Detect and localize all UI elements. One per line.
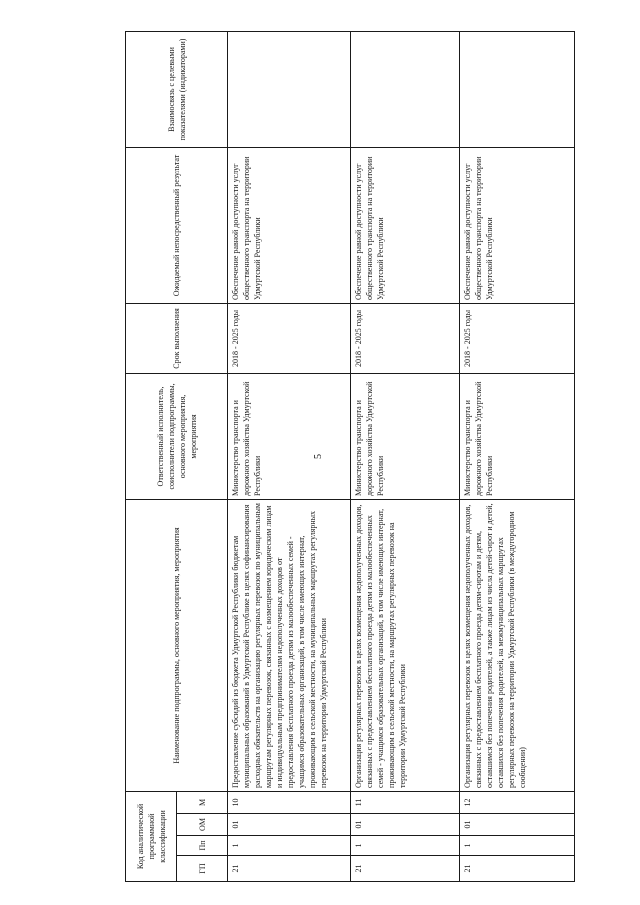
header-term: Срок выполнения xyxy=(126,303,228,373)
program-measures-table xyxy=(125,31,575,882)
cell-gp: 21 xyxy=(460,856,575,882)
cell-relation xyxy=(351,31,460,147)
cell-responsible: Министерство транспорта и дорожного хозяйства Удмуртской Республики xyxy=(228,373,351,499)
cell-result: Обеспечение равной доступности услуг общественного транспорта на территории Удмуртской Республики xyxy=(351,147,460,303)
table-header xyxy=(126,31,228,881)
header-code-gp: ГП xyxy=(177,856,228,882)
cell-term: 2018 - 2025 годы xyxy=(460,303,575,373)
cell-relation xyxy=(228,31,351,147)
header-result: Ожидаемый непосредственный результат xyxy=(126,147,228,303)
cell-pp: 1 xyxy=(351,836,460,856)
cell-m: 11 xyxy=(351,791,460,813)
cell-term: 2018 - 2025 годы xyxy=(351,303,460,373)
table-row xyxy=(228,31,351,881)
cell-responsible: Министерство транспорта и дорожного хозяйства Удмуртской Республики xyxy=(351,373,460,499)
header-code-om: ОМ xyxy=(177,814,228,836)
table-row xyxy=(460,31,575,881)
cell-name: Организация регулярных перевозок в целях возмещения недополученных доходов, связанных с предоставлением бесплатного проезда детям из малообеспеченных семей - учащимся образовательных организаций, в том числе имеющих интернат, проживающим в сельской местности, на маршрутах регулярных перевозок на территории Удмуртской Республики xyxy=(351,499,460,791)
header-responsible: Ответственный исполнитель, соисполнители подпрограммы, основного мероприятия, мероприятия xyxy=(126,373,228,499)
header-code-pp: Пп xyxy=(177,836,228,856)
cell-om: 01 xyxy=(351,814,460,836)
cell-pp: 1 xyxy=(228,836,351,856)
header-name: Наименование подпрограммы, основного мероприятия, мероприятия xyxy=(126,499,228,791)
cell-name: Предоставление субсидий из бюджета Удмуртской Республики бюджетам муниципальных образований в Удмуртской Республике в целях софинансирования расходных обязательств на организацию регулярных перевозок по муниципальным маршрутам регулярных перевозок, связанных с возмещением юридическим лицам и индивидуальным предпринимателям недополученных доходов от предоставления бесплатного проезда детям из малообеспеченных семей - учащимся образовательных организаций, в том числе имеющих интернат, проживающим в сельской местности, на муниципальных маршрутах регулярных перевозок на территории Удмуртской Республики xyxy=(228,499,351,791)
cell-om: 01 xyxy=(460,814,575,836)
header-relation: Взаимосвязь с целевыми показателями (индикаторами) xyxy=(126,31,228,147)
header-code-group: Код аналитической программной классификации xyxy=(126,791,177,881)
cell-gp: 21 xyxy=(228,856,351,882)
cell-om: 01 xyxy=(228,814,351,836)
cell-m: 10 xyxy=(228,791,351,813)
cell-pp: 1 xyxy=(460,836,575,856)
cell-name: Организация регулярных перевозок в целях возмещения недополученных доходов, связанных с предоставлением бесплатного проезда детям-сиротам и детям, оставшимся без попечения родителей, а также лицам из числа детей-сирот и детей, оставшихся без попечения родителей, на межмуниципальных маршрутах регулярных перевозок на территории Удмуртской Республики (в междугородном сообщении) xyxy=(460,499,575,791)
cell-result: Обеспечение равной доступности услуг общественного транспорта на территории Удмуртской Республики xyxy=(228,147,351,303)
table-row xyxy=(351,31,460,881)
cell-result: Обеспечение равной доступности услуг общественного транспорта на территории Удмуртской Республики xyxy=(460,147,575,303)
cell-gp: 21 xyxy=(351,856,460,882)
cell-relation xyxy=(460,31,575,147)
rotated-table-frame xyxy=(125,32,573,882)
cell-responsible: Министерство транспорта и дорожного хозяйства Удмуртской Республики xyxy=(460,373,575,499)
cell-m: 12 xyxy=(460,791,575,813)
header-code-m: М xyxy=(177,791,228,813)
page-number: 5 xyxy=(313,454,324,459)
cell-term: 2018 - 2025 годы xyxy=(228,303,351,373)
